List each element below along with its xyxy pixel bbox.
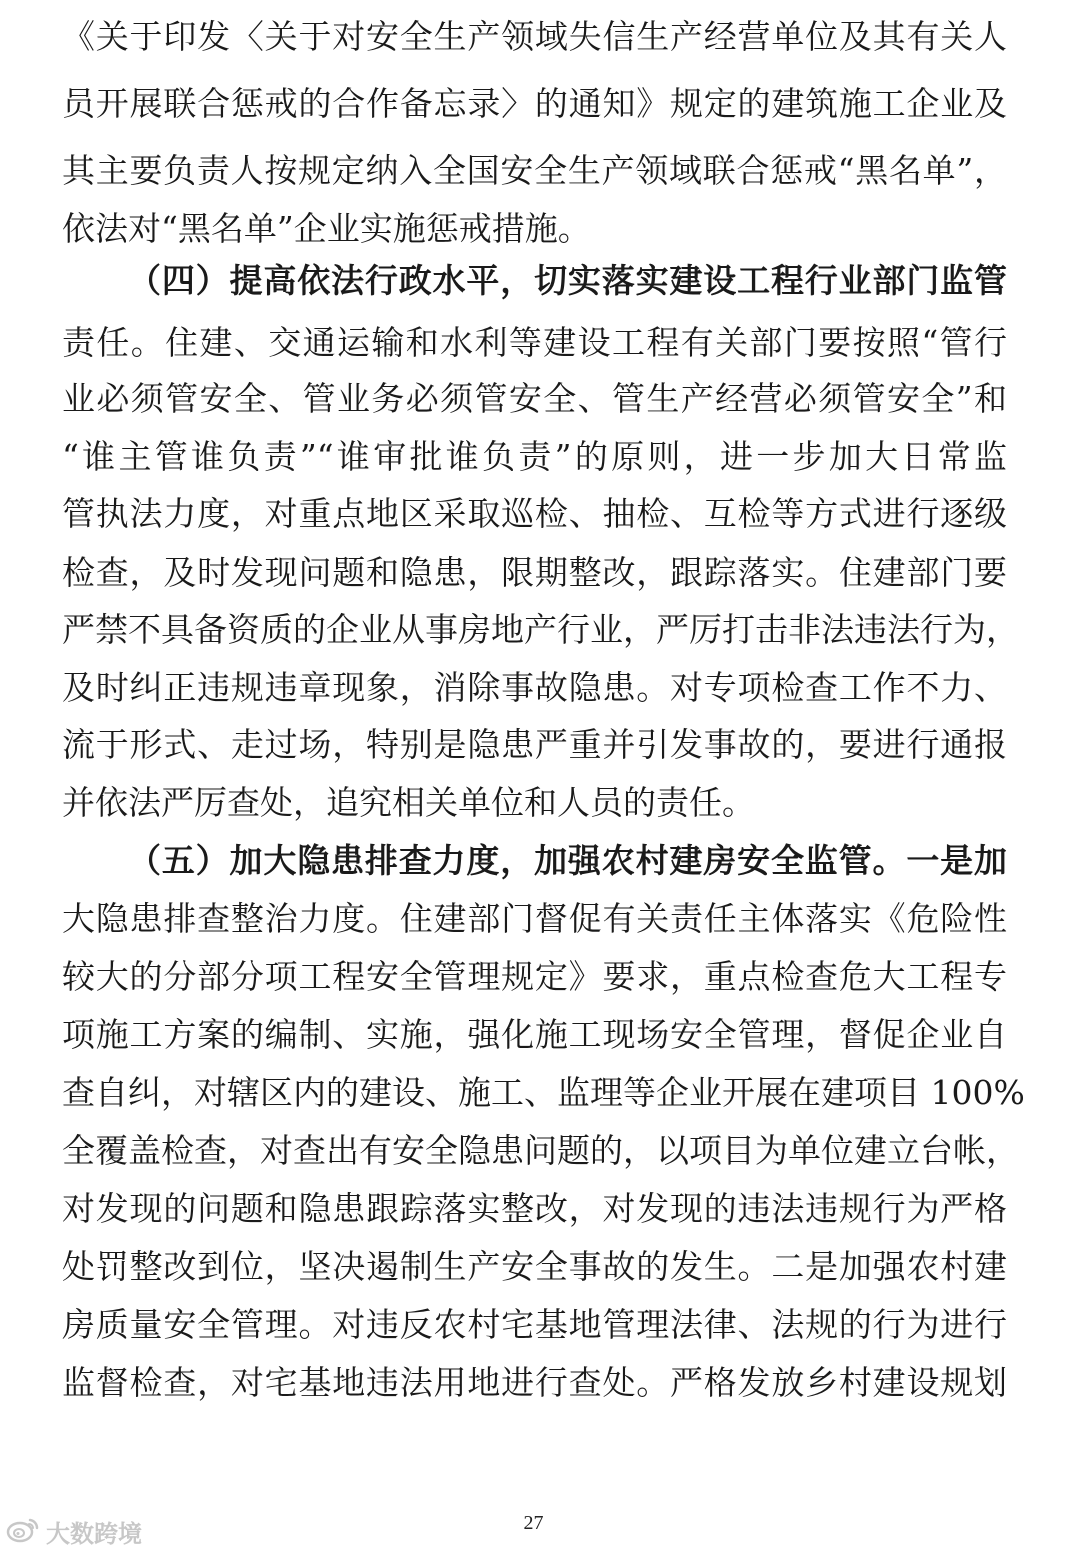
text-line: 责任。住建、交通运输和水利等建设工程有关部门要按照“管行 bbox=[62, 323, 1007, 362]
watermark bbox=[6, 1513, 142, 1549]
text-line: 业必须管安全、管业务必须管安全、管生产经营必须管安全”和 bbox=[62, 379, 1007, 418]
text-line: 监督检查，对宅基地违法用地进行查处。严格发放乡村建设规划 bbox=[62, 1363, 1007, 1402]
text-line: 房质量安全管理。对违反农村宅基地管理法律、法规的行为进行 bbox=[62, 1305, 1007, 1344]
text-line: 流于形式、走过场，特别是隐患严重并引发事故的，要进行通报 bbox=[62, 725, 1007, 764]
text-line: 检查，及时发现问题和隐患，限期整改，跟踪落实。住建部门要 bbox=[62, 553, 1007, 592]
text-line: 严禁不具备资质的企业从事房地产行业，严厉打击非法违法行为， bbox=[62, 610, 1019, 649]
text-line: 项施工方案的编制、实施，强化施工现场安全管理，督促企业自 bbox=[62, 1015, 1007, 1054]
page-number: 27 bbox=[523, 1512, 544, 1534]
text-line: “谁主管谁负责”“谁审批谁负责”的原则，进一步加大日常监 bbox=[62, 437, 1007, 476]
text-line: 查自纠，对辖区内的建设、施工、监理等企业开展在建项目 100% bbox=[62, 1073, 1025, 1112]
text-line: 《关于印发〈关于对安全生产领域失信生产经营单位及其有关人 bbox=[62, 17, 1007, 56]
text-line: 其主要负责人按规定纳入全国安全生产领域联合惩戒“黑名单”， bbox=[62, 151, 1007, 190]
section-heading-line: （五）加大隐患排查力度，加强农村建房安全监管。一是加 bbox=[128, 841, 1007, 880]
text-line: 处罚整改到位，坚决遏制生产安全事故的发生。二是加强农村建 bbox=[62, 1247, 1007, 1286]
text-line: 员开展联合惩戒的合作备忘录〉的通知》规定的建筑施工企业及 bbox=[62, 84, 1007, 123]
text-line: 依法对“黑名单”企业实施惩戒措施。 bbox=[62, 209, 591, 248]
text-line: 全覆盖检查，对查出有安全隐患问题的，以项目为单位建立台帐， bbox=[62, 1131, 1019, 1170]
section-heading-line: （四）提高依法行政水平，切实落实建设工程行业部门监管 bbox=[128, 261, 1007, 300]
text-line: 并依法严厉查处，追究相关单位和人员的责任。 bbox=[62, 783, 755, 822]
text-line: 大隐患排查整治力度。住建部门督促有关责任主体落实《危险性 bbox=[62, 899, 1007, 938]
weibo-logo-icon bbox=[6, 1515, 40, 1547]
text-line: 管执法力度，对重点地区采取巡检、抽检、互检等方式进行逐级 bbox=[62, 494, 1007, 533]
text-line: 对发现的问题和隐患跟踪落实整改，对发现的违法违规行为严格 bbox=[62, 1189, 1007, 1228]
text-line: 及时纠正违规违章现象，消除事故隐患。对专项检查工作不力、 bbox=[62, 668, 1007, 707]
text-line: 较大的分部分项工程安全管理规定》要求，重点检查危大工程专 bbox=[62, 957, 1007, 996]
watermark-text: 大数跨境 bbox=[46, 1519, 142, 1548]
